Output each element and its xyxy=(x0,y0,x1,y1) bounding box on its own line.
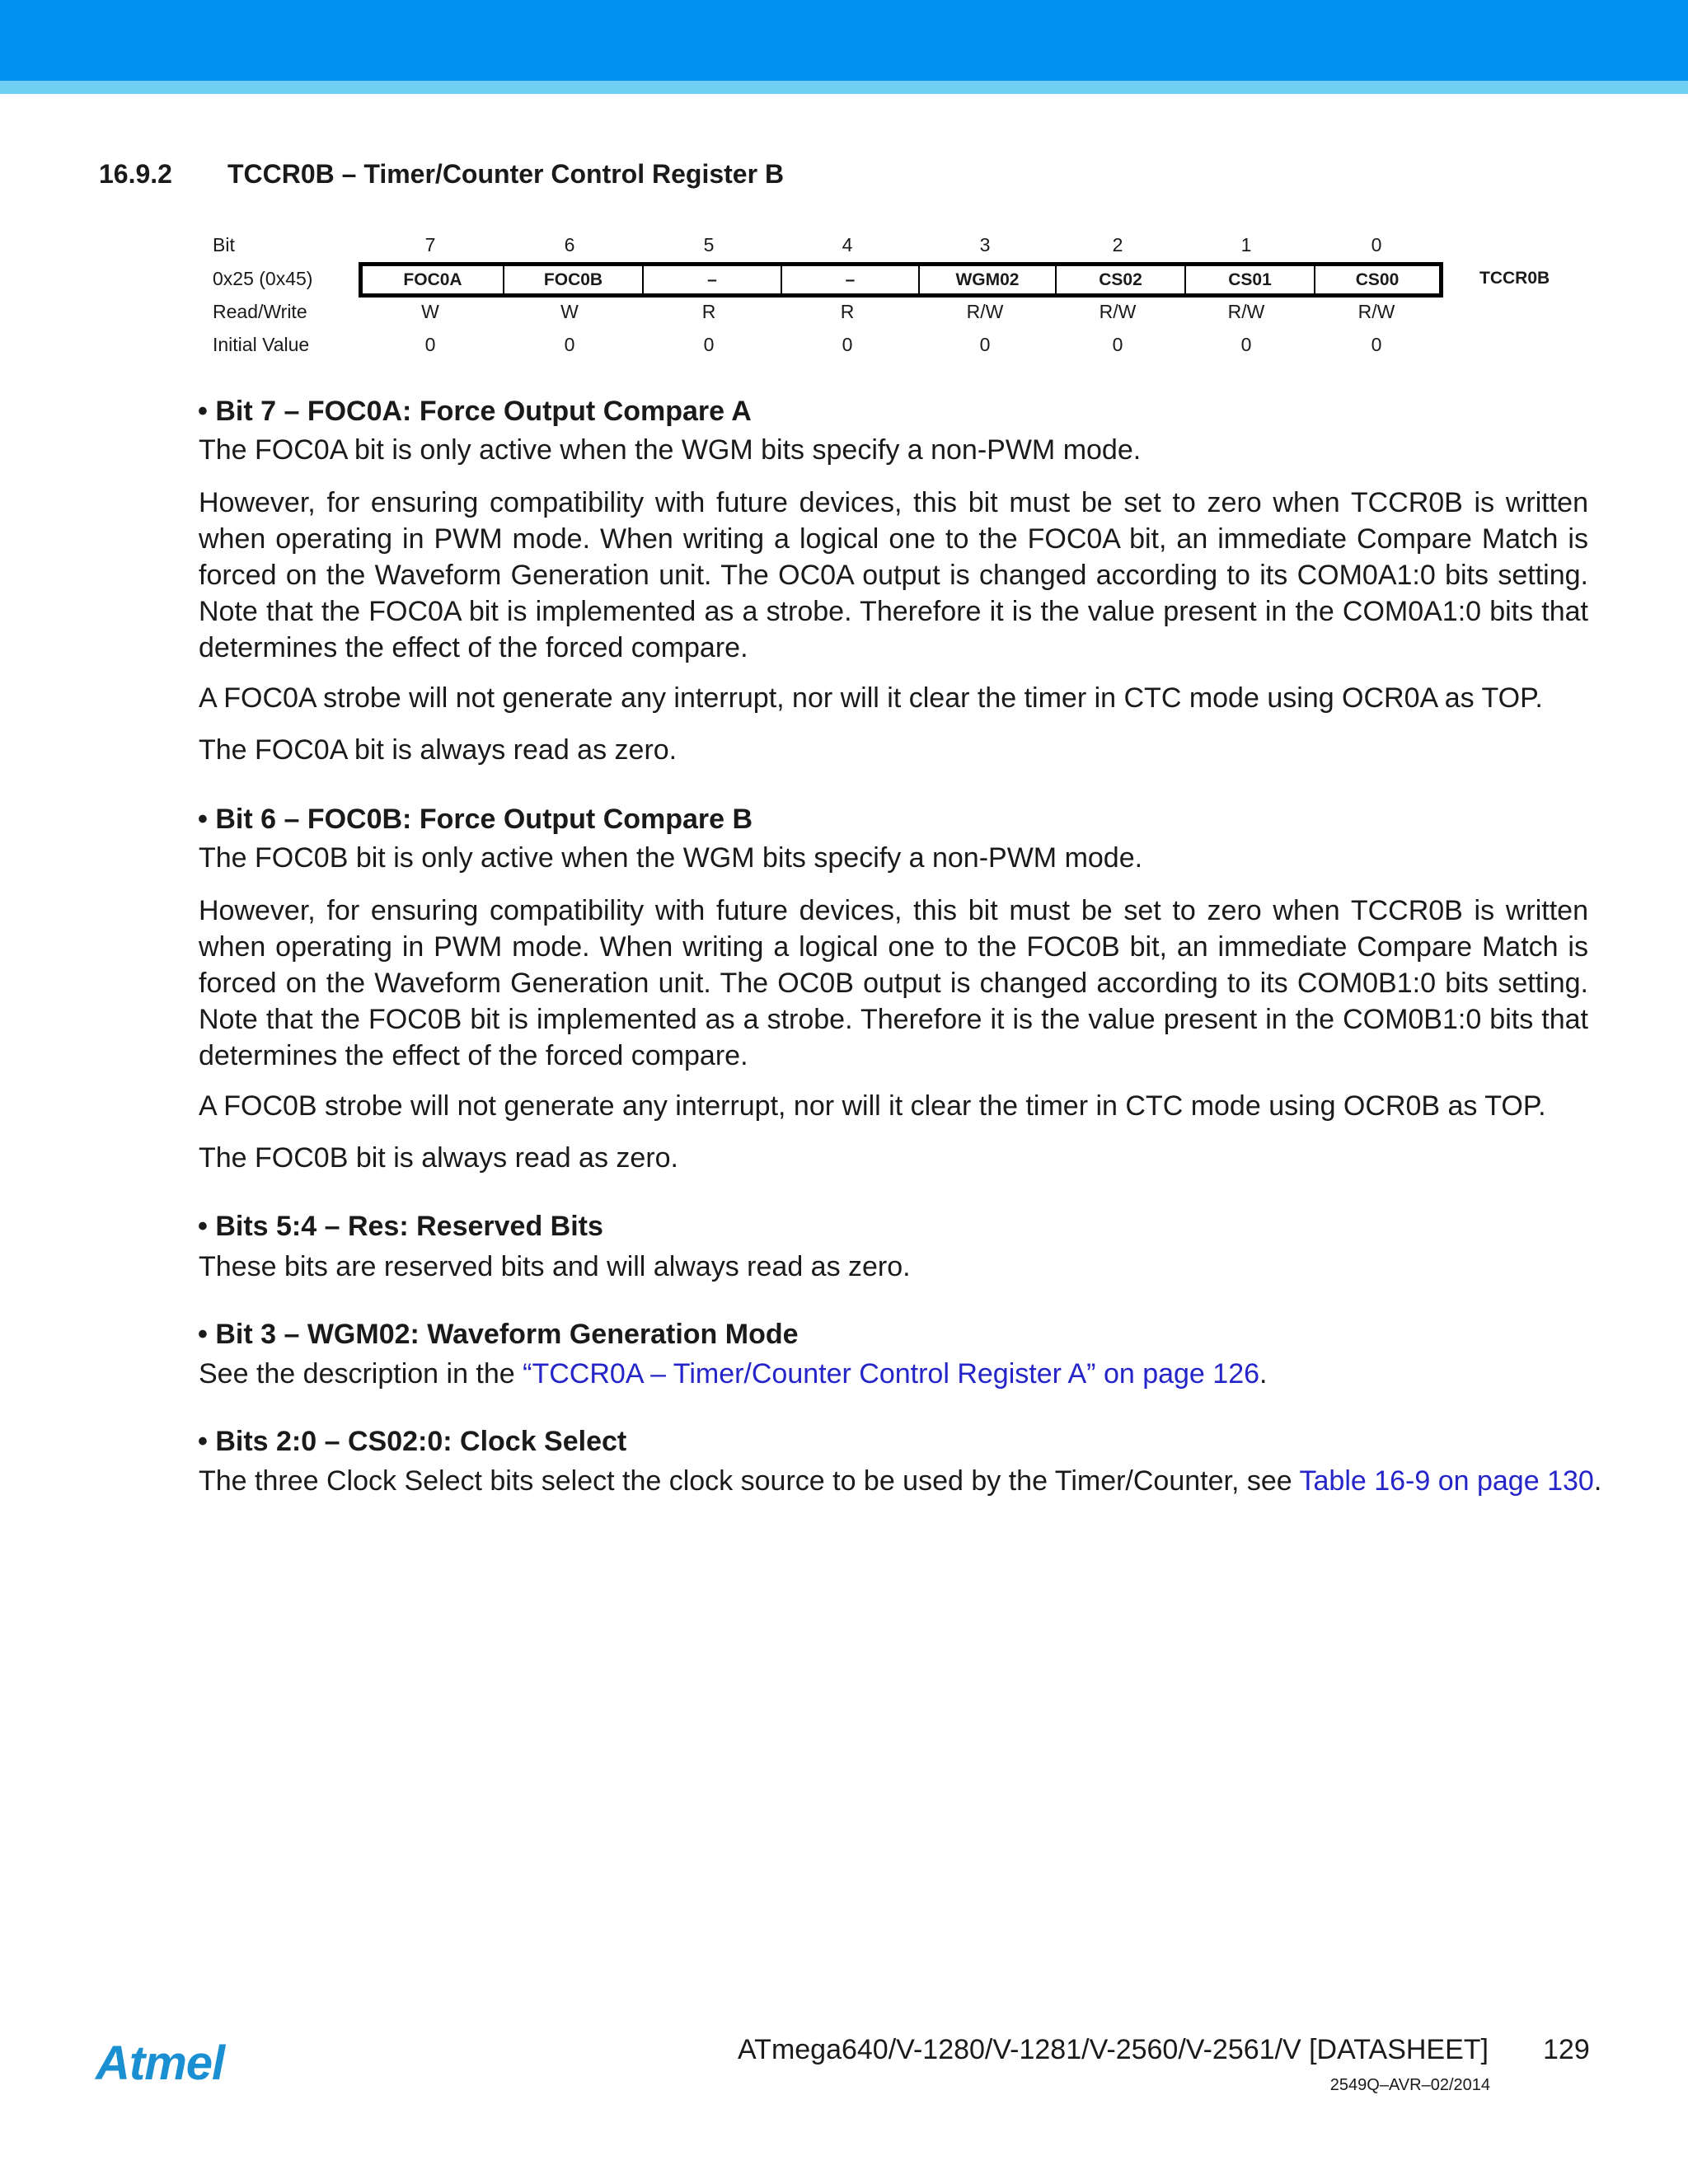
register-name: TCCR0B xyxy=(1479,269,1550,288)
initial-value: 0 xyxy=(842,334,853,355)
bit6-heading: • Bit 6 – FOC0B: Force Output Compare B xyxy=(198,804,753,835)
field-foc0a: FOC0A xyxy=(363,266,504,293)
field-cs02: CS02 xyxy=(1057,266,1186,293)
bit3-heading: • Bit 3 – WGM02: Waveform Generation Mode xyxy=(198,1319,799,1350)
bits20-paragraph xyxy=(199,1463,1602,1499)
field-wgm02: WGM02 xyxy=(920,266,1057,293)
access-value: R/W xyxy=(1227,301,1265,322)
access-value: R xyxy=(840,301,855,322)
bit7-heading: • Bit 7 – FOC0A: Force Output Compare A xyxy=(198,396,752,427)
table-16-9-link[interactable]: Table 16-9 on page 130 xyxy=(1299,1465,1594,1497)
bit-number: 3 xyxy=(979,234,991,255)
access-value: R/W xyxy=(1357,301,1395,322)
section-number: 16.9.2 xyxy=(99,159,172,189)
header-bar xyxy=(0,0,1688,81)
initial-value: 0 xyxy=(703,334,715,355)
access-value: W xyxy=(560,301,579,322)
initial-value: 0 xyxy=(424,334,436,355)
field-reserved-5: – xyxy=(644,266,782,293)
bit3-text-end: . xyxy=(1259,1358,1268,1390)
initial-value: 0 xyxy=(1371,334,1382,355)
access-value: W xyxy=(421,301,439,322)
bit7-paragraph-1: The FOC0A bit is only active when the WGM bits specify a non-PWM mode. xyxy=(199,434,1142,466)
initial-value: 0 xyxy=(1240,334,1252,355)
bits54-paragraph: These bits are reserved bits and will always read as zero. xyxy=(199,1251,911,1282)
access-value: R/W xyxy=(966,301,1004,322)
initial-value: 0 xyxy=(979,334,991,355)
section-heading xyxy=(99,159,784,190)
field-cs01: CS01 xyxy=(1186,266,1315,293)
access-value: R xyxy=(701,301,716,322)
bit6-paragraph-3: A FOC0B strobe will not generate any interrupt, nor will it clear the timer in CTC mode using OCR0B as TOP. xyxy=(199,1090,1546,1122)
initial-value-label: Initial Value xyxy=(213,334,310,355)
bit3-text: See the description in the xyxy=(199,1358,523,1390)
doc-code: 2549Q–AVR–02/2014 xyxy=(1329,2076,1490,2094)
bit-number: 2 xyxy=(1112,234,1123,255)
bit-number: 7 xyxy=(424,234,436,255)
bit7-paragraph-4: The FOC0A bit is always read as zero. xyxy=(199,734,678,766)
atmel-logo: Atmel xyxy=(96,2036,225,2090)
bit-number: 4 xyxy=(842,234,853,255)
footer-title: ATmega640/V-1280/V-1281/V-2560/V-2561/V [DATASHEET] xyxy=(738,2034,1489,2065)
page-number: 129 xyxy=(1543,2034,1590,2065)
bit-row-label: Bit xyxy=(213,234,235,255)
field-foc0b: FOC0B xyxy=(504,266,644,293)
address-label: 0x25 (0x45) xyxy=(213,268,313,289)
initial-value: 0 xyxy=(564,334,575,355)
bits20-text: The three Clock Select bits select the clock source to be used by the Timer/Counter, see xyxy=(199,1465,1300,1497)
bit6-paragraph-4: The FOC0B bit is always read as zero. xyxy=(199,1142,679,1174)
read-write-label: Read/Write xyxy=(213,301,307,322)
bit7-paragraph-3: A FOC0A strobe will not generate any interrupt, nor will it clear the timer in CTC mode using OCR0A as TOP. xyxy=(199,682,1543,714)
bit7-paragraph-2: However, for ensuring compatibility with future devices, this bit must be set to zero when TCCR0B is written when operating in PWM mode. When writing a logical one to the FOC0A bit, an immediate Compare Match is forced on the Waveform Generation unit. The OC0A output is changed according to its COM0A1:0 bits setting. Note that the FOC0A bit is implemented as a strobe. Therefore it is the value present in the COM0A1:0 bits that determines the effect of the forced compare. xyxy=(199,487,1588,663)
field-cs00: CS00 xyxy=(1355,270,1400,289)
bit-number: 0 xyxy=(1371,234,1382,255)
bit6-paragraph-1: The FOC0B bit is only active when the WGM bits specify a non-PWM mode. xyxy=(199,842,1143,874)
bits20-text-end: . xyxy=(1593,1465,1602,1497)
bits20-heading: • Bits 2:0 – CS02:0: Clock Select xyxy=(198,1426,627,1457)
bits54-heading: • Bits 5:4 – Res: Reserved Bits xyxy=(198,1211,603,1242)
section-title: TCCR0B – Timer/Counter Control Register B xyxy=(227,159,785,189)
bit-number: 1 xyxy=(1240,234,1252,255)
field-reserved-4: – xyxy=(782,266,920,293)
bit-number: 5 xyxy=(703,234,715,255)
access-value: R/W xyxy=(1099,301,1137,322)
bit-number: 6 xyxy=(564,234,575,255)
initial-value: 0 xyxy=(1112,334,1123,355)
bit6-paragraph-2: However, for ensuring compatibility with future devices, this bit must be set to zero when TCCR0B is written when operating in PWM mode. When writing a logical one to the FOC0B bit, an immediate Compare Match is forced on the Waveform Generation unit. The OC0B output is changed according to its COM0B1:0 bits setting. Note that the FOC0B bit is implemented as a strobe. Therefore it is the value present in the COM0B1:0 bits that determines the effect of the forced compare. xyxy=(199,895,1588,1071)
register-field-box xyxy=(359,262,1443,298)
tccr0a-link[interactable]: “TCCR0A – Timer/Counter Control Register A” on page 126 xyxy=(523,1358,1260,1390)
header-stripe xyxy=(0,81,1688,94)
bit3-paragraph xyxy=(199,1356,1588,1392)
